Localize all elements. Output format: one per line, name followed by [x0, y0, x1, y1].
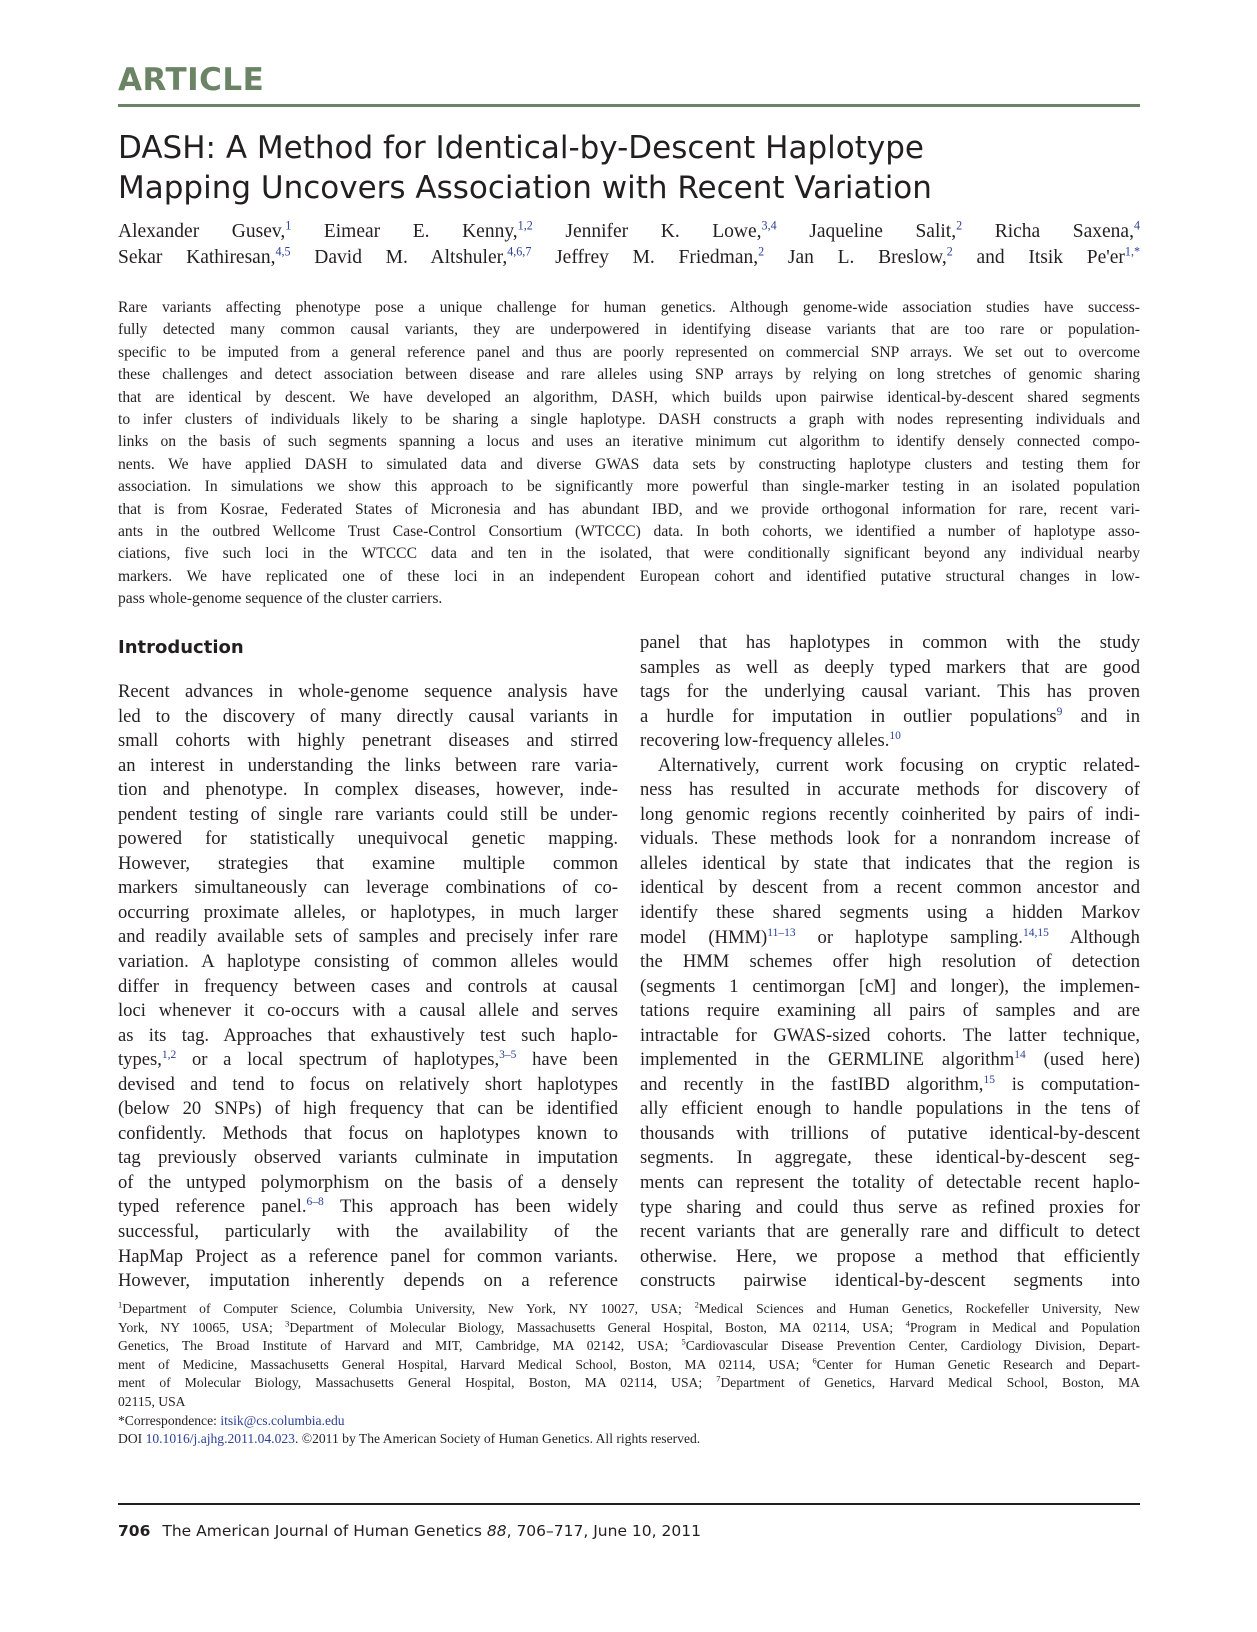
text-run: Center for Human Genetic Research and Depart- — [816, 1356, 1140, 1372]
body-text-line — [640, 1245, 1140, 1270]
text-run: tations require examining all pairs of samples and are — [640, 1000, 1140, 1022]
author-name: Eimear E. Kenny, — [323, 221, 518, 242]
affiliation-line — [118, 1319, 1140, 1338]
abstract — [118, 297, 1140, 611]
affiliations — [118, 1300, 1140, 1449]
author-affiliation-sup: 4,6,7 — [507, 244, 532, 259]
text-run: or haplotype sampling. — [795, 926, 1023, 948]
abstract-line: fully detected many common causal variants, they are underpowered in identifying disease variants that are too rare or population- — [118, 321, 1140, 339]
affiliation-line — [118, 1300, 1140, 1319]
body-text-line — [118, 950, 618, 975]
text-run: led to the discovery of many directly causal variants in — [118, 705, 618, 727]
text-run: viduals. These methods look for a nonrandom increase of — [640, 828, 1140, 850]
text-run: is computation- — [994, 1073, 1140, 1095]
text-run: tag previously observed variants culminate in imputation — [118, 1147, 618, 1169]
author-affiliation-sup: 2 — [946, 244, 953, 259]
text-run: small cohorts with highly penetrant diseases and stirred — [118, 730, 618, 752]
body-text-line — [118, 1269, 618, 1294]
abstract-line: pass whole-genome sequence of the cluster carriers. — [118, 590, 443, 608]
body-text-line — [640, 876, 1140, 901]
text-run: ments can represent the totality of detectable recent haplo- — [640, 1172, 1140, 1194]
text-run: tion and phenotype. In complex diseases, however, inde- — [118, 779, 618, 801]
body-text-line — [118, 1220, 618, 1245]
text-run: identify these shared segments using a hidden Markov — [640, 902, 1140, 924]
text-run: occurring proximate alleles, or haplotypes, in much larger — [118, 901, 618, 923]
body-text-line — [118, 1245, 618, 1270]
footer-rule — [118, 1503, 1140, 1505]
body-text-line — [640, 656, 1140, 681]
body-text-line — [640, 1171, 1140, 1196]
author-affiliation-sup: 4 — [1133, 218, 1140, 233]
author-name: Jeffrey M. Friedman, — [555, 247, 759, 268]
citation-sup: 6–8 — [306, 1196, 324, 1209]
text-run: types, — [118, 1049, 162, 1071]
article-title — [118, 128, 1140, 208]
text-run: pendent testing of single rare variants could still be under- — [118, 803, 618, 825]
body-text-line — [118, 901, 618, 926]
body-text-line — [118, 705, 618, 730]
body-text-line — [640, 1269, 1140, 1294]
text-run: the HMM schemes offer high resolution of detection — [640, 951, 1140, 973]
affiliation-sup: 5 — [681, 1336, 686, 1347]
citation-sup: 11–13 — [767, 926, 796, 939]
text-run: markers simultaneously can leverage combinations of co- — [118, 877, 618, 899]
page-footer — [118, 1522, 701, 1540]
text-run: (used here) — [1025, 1049, 1140, 1071]
text-run: implemented in the GERMLINE algorithm — [640, 1049, 1015, 1071]
body-text-line — [640, 705, 1140, 730]
body-text-line — [118, 827, 618, 852]
abstract-line: that is from Kosrae, Federated States of Micronesia and has abundant IBD, and we provide orthogonal information for rare, recent vari- — [118, 500, 1140, 518]
journal-volume: 88 — [486, 1522, 507, 1540]
affiliation-lines — [118, 1300, 1140, 1412]
author-name: Jaqueline Salit, — [809, 221, 957, 242]
body-text-line — [640, 827, 1140, 852]
journal-name: The American Journal of Human Genetics — [162, 1522, 487, 1540]
text-run: This approach has been widely — [323, 1196, 618, 1218]
citation-sup: 14,15 — [1022, 926, 1049, 939]
text-run: loci whenever it co-occurs with a causal allele and serves — [118, 1000, 618, 1022]
text-run: type sharing and could thus serve as refined proxies for — [640, 1196, 1140, 1218]
page-number: 706 — [118, 1522, 151, 1540]
title-line: Mapping Uncovers Association with Recent Variation — [118, 170, 932, 206]
text-run: have been — [516, 1049, 619, 1071]
body-text-line — [640, 680, 1140, 705]
body-text-line — [118, 925, 618, 950]
doi-label: DOI — [118, 1431, 146, 1447]
author-affiliation-sup: 1,2 — [517, 218, 533, 233]
text-run: thousands with trillions of putative identical-by-descent — [640, 1122, 1140, 1144]
text-run: as its tag. Approaches that exhaustively test such haplo- — [118, 1024, 618, 1046]
text-run: intractable for GWAS-sized cohorts. The latter technique, — [640, 1024, 1140, 1046]
author-name: Richa Saxena, — [994, 221, 1134, 242]
body-text-line — [640, 1024, 1140, 1049]
author-affiliation-sup: 3,4 — [761, 218, 777, 233]
body-text-line — [118, 729, 618, 754]
author-affiliation-sup: 4,5 — [275, 244, 291, 259]
header-rule — [118, 104, 1140, 107]
abstract-line: association. In simulations we show this approach to be significantly more powerful than single-marker testing in an isolated population — [118, 478, 1140, 496]
text-run: alleles identical by state that indicates that the region is — [640, 852, 1140, 874]
text-run: Recent advances in whole-genome sequence analysis have — [118, 681, 618, 702]
text-run: (segments 1 centimorgan [cM] and longer), the implemen- — [640, 975, 1140, 997]
correspondence-label: *Correspondence: — [118, 1412, 221, 1428]
body-text-line — [640, 1146, 1140, 1171]
body-text-line — [118, 680, 618, 705]
body-text-line — [640, 729, 1140, 754]
doi-link[interactable]: 10.1016/j.ajhg.2011.04.023 — [145, 1431, 295, 1447]
text-run: devised and tend to focus on relatively short haplotypes — [118, 1073, 618, 1095]
body-text-line — [640, 803, 1140, 828]
abstract-line: to infer clusters of individuals likely to be sharing a single haplotype. DASH constructs a graph with nodes representing individuals and — [118, 411, 1140, 429]
section-label: ARTICLE — [118, 62, 265, 98]
text-run: Department of Computer Science, Columbia University, New York, NY 10027, USA; — [122, 1301, 695, 1316]
affiliation-sup: 2 — [694, 1299, 699, 1310]
author-list — [118, 219, 1140, 271]
text-run: powered for statistically unequivocal genetic mapping. — [118, 828, 618, 850]
text-run: Medical Sciences and Human Genetics, Rockefeller University, New — [698, 1301, 1140, 1316]
body-text-line — [640, 975, 1140, 1000]
abstract-line: ciations, five such loci in the WTCCC data and ten in the isolated, that were conditionally significant beyond any individual nearby — [118, 545, 1140, 563]
doi-line — [118, 1430, 1140, 1449]
text-run: variation. A haplotype consisting of common alleles would — [118, 951, 618, 973]
body-text-line — [640, 999, 1140, 1024]
text-run: HapMap Project as a reference panel for common variants. — [118, 1245, 618, 1267]
author-name: Jan L. Breslow, — [787, 247, 947, 268]
text-run: of the untyped polymorphism on the basis of a densely — [118, 1171, 618, 1193]
body-text-line — [640, 901, 1140, 926]
body-text-line — [640, 1048, 1140, 1073]
affiliation-line — [118, 1356, 1140, 1375]
article-page — [118, 0, 1140, 1632]
text-run: Genetics, The Broad Institute of Harvard and MIT, Cambridge, MA 02142, USA; — [118, 1338, 682, 1354]
text-run: Department of Genetics, Harvard Medical School, Boston, MA — [720, 1375, 1140, 1391]
text-run: otherwise. Here, we propose a method that efficiently — [640, 1245, 1140, 1267]
text-run: a hurdle for imputation in outlier populations — [640, 705, 1057, 727]
author-name: Alexander Gusev, — [118, 221, 286, 242]
text-run: model (HMM) — [640, 926, 768, 948]
author-name: Jennifer K. Lowe, — [565, 221, 762, 242]
text-run: confidently. Methods that focus on haplotypes known to — [118, 1122, 618, 1144]
text-run: typed reference panel. — [118, 1196, 307, 1218]
text-run: samples as well as deeply typed markers that are good — [640, 656, 1140, 678]
text-run: (below 20 SNPs) of high frequency that can be identified — [118, 1098, 618, 1120]
body-text-line — [640, 1097, 1140, 1122]
text-run: Department of Molecular Biology, Massachusetts General Hospital, Boston, MA 02114, USA; — [289, 1319, 906, 1335]
abstract-line: links on the basis of such segments spanning a locus and uses an iterative minimum cut algorithm to identify densely connected compo- — [118, 433, 1140, 451]
text-run: ally efficient enough to handle populations in the tens of — [640, 1098, 1140, 1120]
text-run: recent variants that are generally rare and difficult to detect — [640, 1221, 1140, 1243]
text-run: successful, particularly with the availability of the — [118, 1221, 618, 1243]
text-run: segments. In aggregate, these identical-by-descent seg- — [640, 1147, 1140, 1169]
text-run: long genomic regions recently coinherited by pairs of indi- — [640, 803, 1140, 825]
author-affiliation-sup: 1 — [285, 218, 292, 233]
body-text-line — [118, 803, 618, 828]
abstract-line: ants in the outbred Wellcome Trust Case-Control Consortium (WTCCC) data. In both cohorts, we identified a number of haplotype asso- — [118, 523, 1140, 541]
text-run: ment of Medicine, Massachusetts General Hospital, Harvard Medical School, Boston, MA 02114, USA; — [118, 1356, 813, 1372]
text-run: ment of Molecular Biology, Massachusetts General Hospital, Boston, MA 02114, USA; — [118, 1375, 717, 1391]
journal-pages-date: , 706–717, June 10, 2011 — [506, 1522, 701, 1540]
citation-sup: 1,2 — [161, 1049, 177, 1062]
text-run: Alternatively, current work focusing on cryptic related- — [658, 754, 1140, 776]
body-text-line — [118, 1195, 618, 1220]
body-text-line — [640, 1073, 1140, 1098]
affiliation-line — [118, 1374, 1140, 1393]
body-text-line — [640, 754, 1140, 779]
citation-sup: 10 — [889, 730, 901, 742]
affiliation-sup: 4 — [905, 1318, 910, 1329]
body-text-line — [118, 852, 618, 877]
author-affiliation-sup: 2 — [956, 218, 963, 233]
body-text-line — [118, 1146, 618, 1171]
body-column-left — [118, 680, 618, 1294]
text-run: 02115, USA — [118, 1393, 186, 1409]
citation-sup: 14 — [1014, 1049, 1026, 1062]
correspondence — [118, 1412, 1140, 1431]
author-name: Sekar Kathiresan, — [118, 247, 276, 268]
text-run: Although — [1048, 926, 1140, 948]
author-affiliation-sup: 2 — [758, 244, 765, 259]
affiliation-sup: 1 — [118, 1299, 123, 1310]
text-run: and recently in the fastIBD algorithm, — [640, 1073, 984, 1095]
body-text-line — [640, 852, 1140, 877]
body-text-line — [118, 1097, 618, 1122]
body-text-line — [640, 950, 1140, 975]
author-affiliation-sup: 1,* — [1124, 244, 1141, 259]
text-run: recovering low-frequency alleles. — [640, 730, 890, 752]
text-run: Program in Medical and Population — [909, 1319, 1140, 1335]
body-text-line — [118, 876, 618, 901]
affiliation-line — [118, 1393, 1140, 1412]
body-text-line — [640, 1220, 1140, 1245]
correspondence-email-link[interactable]: itsik@cs.columbia.edu — [220, 1412, 345, 1428]
author-line — [118, 219, 1140, 245]
abstract-line: nents. We have applied DASH to simulated data and diverse GWAS data sets by constructing haplotype clusters and testing them for — [118, 455, 1140, 473]
abstract-line: that are identical by descent. We have developed an algorithm, DASH, which builds upon pairwise identical-by-descent shared segments — [118, 388, 1140, 406]
section-heading-introduction: Introduction — [118, 637, 244, 658]
abstract-line: Rare variants affecting phenotype pose a unique challenge for human genetics. Although genome-wide association studies have success- — [118, 299, 1140, 316]
abstract-line: specific to be imputed from a general reference panel and thus are poorly represented on commercial SNP arrays. We set out to overcome — [118, 343, 1140, 361]
text-run: an interest in understanding the links between rare varia- — [118, 754, 618, 776]
body-column-right — [640, 631, 1140, 1294]
body-text-line — [640, 631, 1140, 656]
body-text-line — [118, 754, 618, 779]
author-line — [118, 245, 1140, 271]
body-text-line — [118, 1024, 618, 1049]
body-text-line — [118, 1073, 618, 1098]
body-text-line — [118, 1122, 618, 1147]
citation-sup: 15 — [983, 1073, 995, 1086]
text-run: and in — [1062, 705, 1140, 727]
copyright: . ©2011 by The American Society of Human Genetics. All rights reserved. — [294, 1431, 701, 1447]
text-run: or a local spectrum of haplotypes, — [176, 1049, 500, 1071]
affiliation-sup: 7 — [716, 1373, 721, 1384]
citation-sup: 3–5 — [499, 1049, 517, 1062]
text-run: York, NY 10065, USA; — [118, 1319, 286, 1335]
text-run: However, imputation inherently depends on a reference — [118, 1270, 618, 1292]
abstract-line: markers. We have replicated one of these loci in an independent European cohort and identified putative structural changes in low- — [118, 567, 1140, 585]
text-run: and readily available sets of samples and precisely infer rare — [118, 926, 618, 948]
body-text-line — [640, 1122, 1140, 1147]
abstract-line: these challenges and detect association between disease and rare alleles using SNP arrays by relying on long stretches of genomic sharing — [118, 366, 1140, 384]
body-text-line — [640, 778, 1140, 803]
body-text-line — [118, 975, 618, 1000]
text-run: identical by descent from a recent common ancestor and — [640, 877, 1140, 899]
text-run: constructs pairwise identical-by-descent segments into — [640, 1270, 1140, 1292]
body-text-line — [640, 1196, 1140, 1221]
body-text-line — [640, 926, 1140, 951]
body-text-line — [118, 778, 618, 803]
title-line: DASH: A Method for Identical-by-Descent Haplotype — [118, 130, 924, 166]
author-name: and Itsik Pe'er — [976, 247, 1125, 268]
body-text-line — [118, 1171, 618, 1196]
text-run: However, strategies that examine multiple common — [118, 852, 618, 874]
affiliation-sup: 6 — [812, 1355, 817, 1366]
author-name: David M. Altshuler, — [314, 247, 508, 268]
text-run: tags for the underlying causal variant. This has proven — [640, 681, 1140, 703]
text-run: panel that has haplotypes in common with the study — [640, 632, 1140, 653]
affiliation-sup: 3 — [285, 1318, 290, 1329]
text-run: Cardiovascular Disease Prevention Center, Cardiology Division, Depart- — [685, 1338, 1141, 1354]
affiliation-line — [118, 1337, 1140, 1356]
text-run: ness has resulted in accurate methods for discovery of — [640, 779, 1140, 801]
citation-sup: 9 — [1056, 705, 1063, 718]
body-text-line — [118, 1048, 618, 1073]
body-text-line — [118, 999, 618, 1024]
text-run: differ in frequency between cases and controls at causal — [118, 975, 618, 997]
